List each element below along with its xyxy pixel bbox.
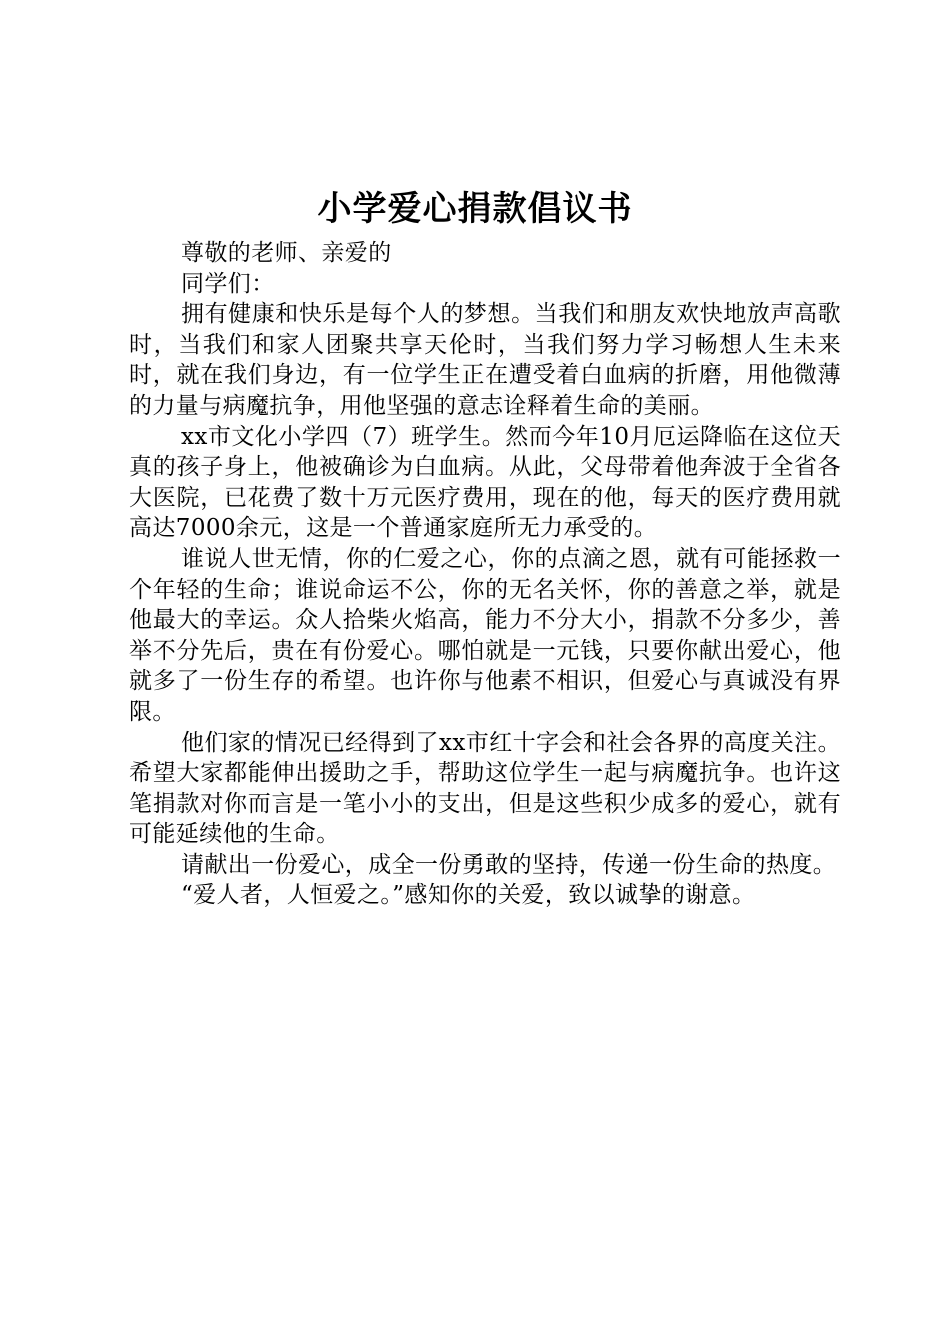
paragraph-1: 拥有健康和快乐是每个人的梦想。当我们和朋友欢快地放声高歌时，当我们和家人团聚共享天伦时，当我们努力学习畅想人生未来时，就在我们身边，有一位学生正在遭受着白血病的折磨，用他微薄的力量与病魔抗争，用他坚强的意志诠释着生命的美丽。 [129,301,841,419]
paragraph-3: 谁说人世无情，你的仁爱之心，你的点滴之恩，就有可能拯救一个年轻的生命；谁说命运不公，你的无名关怀，你的善意之举，就是他最大的幸运。众人拾柴火焰高，能力不分大小，捐款不分多少，善举不分先后，贵在有份爱心。哪怕就是一元钱，只要你献出爱心，他就多了一份生存的希望。也许你与他素不相识，但爱心与真诚没有界限。 [129,545,841,725]
paragraph-5: 请献出一份爱心，成全一份勇敢的坚持，传递一份生命的热度。 [181,851,837,878]
salutation-line-1: 尊敬的老师、亲爱的 [181,240,392,266]
salutation-line-2: 同学们： [181,270,275,297]
paragraph-6: “爱人者，人恒爱之。”感知你的关爱，致以诚挚的谢意。 [181,882,756,909]
document-title: 小学爱心捐款倡议书 [317,189,633,229]
paragraph-4: 他们家的情况已经得到了xx市红十字会和社会各界的高度关注。希望大家都能伸出援助之手，帮助这位学生一起与病魔抗争。也许这笔捐款对你而言是一笔小小的支出，但是这些积少成多的爱心，就有可能延续他的生命。 [129,729,841,848]
document-body [129,238,841,911]
paragraph-2: xx市文化小学四（7）班学生。然而今年10月厄运降临在这位天真的孩子身上，他被确诊为白血病。从此，父母带着他奔波于全省各大医院，已花费了数十万元医疗费用，现在的他，每天的医疗费用就高达7000余元，这是一个普通家庭所无力承受的。 [129,423,841,542]
